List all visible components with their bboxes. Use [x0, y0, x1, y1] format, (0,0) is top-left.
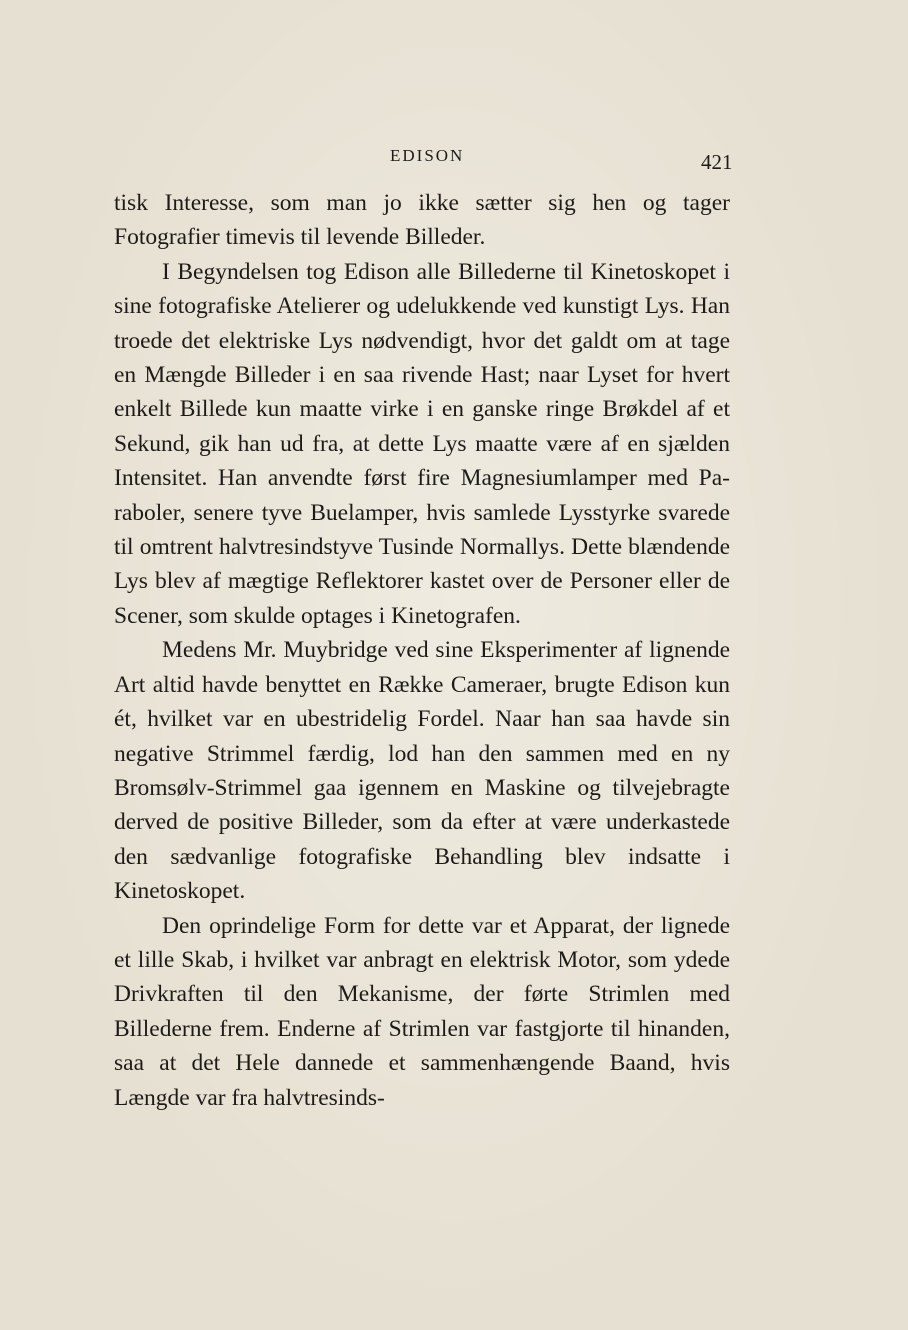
body-text — [114, 186, 730, 1115]
paragraph: Medens Mr. Muybridge ved sine Eksperimenter af lignende Art altid havde benyttet en Række Cameraer, brugte Edison kun ét, hvilket var en ubestridelig Fordel. Naar han saa havde sin negative Strimmel færdig, lod han den sammen med en ny Bromsølv-Strimmel gaa igennem en Maskine og tilvejebragte derved de positive Billeder, som da efter at være underkastede den sædvanlige fotografiske Behandling blev indsatte i Kinetoskopet. — [114, 637, 730, 905]
running-head — [0, 146, 908, 176]
paragraph: tisk Interesse, som man jo ikke sætter sig hen og tager Fotografier timevis til levende Billeder. — [114, 190, 730, 251]
page-number: 421 — [701, 150, 733, 174]
paragraph: I Begyndelsen tog Edison alle Billederne til Kinetoskopet i sine fotografiske Atelierer og udelukkende ved kunstigt Lys. Han troede det elektriske Lys nødvendigt, hvor det galdt om at tage en Mængde Billeder i en saa rivende Hast; naar Lyset for hvert enkelt Billede kun maatte virke i en ganske ringe Brøkdel af et Sekund, gik han ud fra, at dette Lys maatte være af en sjælden Intensitet. Han anvendte først fire Magnesiumlamper med Paraboler, senere tyve Buelamper, hvis samlede Lysstyrke svarede til omtrent halvtresindstyve Tusinde Normallys. Dette blændende Lys blev af mægtige Reflektorer kastet over de Personer eller de Scener, som skulde optages i Kinetografen. — [114, 258, 730, 629]
running-head-title: EDISON — [390, 146, 465, 165]
paragraph: Den oprindelige Form for dette var et Apparat, der lignede et lille Skab, i hvilket var anbragt en elektrisk Motor, som ydede Drivkraften til den Mekanisme, der førte Strimlen med Billederne frem. Enderne af Strimlen var fastgjorte til hinanden, saa at det Hele dannede et sammenhængende Baand, hvis Længde var fra halvtresinds- — [114, 912, 730, 1111]
